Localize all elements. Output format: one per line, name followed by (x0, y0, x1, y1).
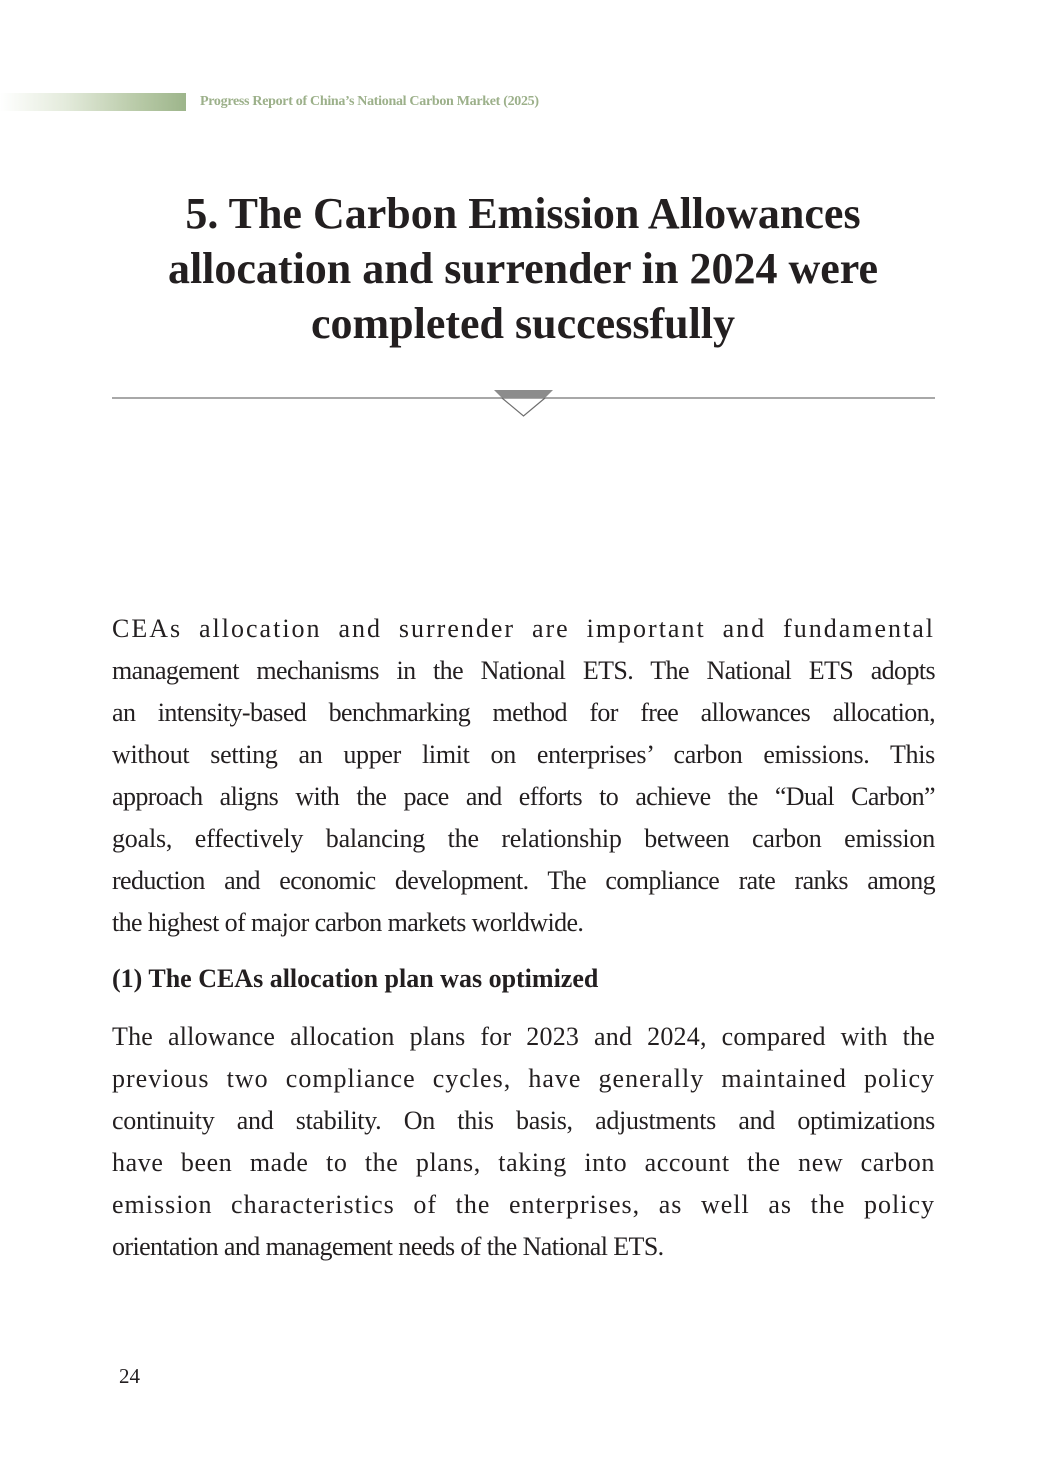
chapter-title-line: 5. The Carbon Emission Allowances (185, 189, 861, 238)
paragraph-line: management mechanisms in the National ETS. The National ETS adopts (112, 656, 935, 685)
chapter-title (112, 186, 934, 351)
running-header (0, 93, 700, 111)
intro-paragraph (112, 608, 935, 944)
paragraph-line: emission characteristics of the enterprises, as well as the policy (112, 1190, 935, 1219)
paragraph-line: continuity and stability. On this basis, adjustments and optimizations (112, 1106, 935, 1135)
paragraph-line: previous two compliance cycles, have generally maintained policy (112, 1064, 935, 1093)
section-subheading: (1) The CEAs allocation plan was optimized (112, 964, 599, 993)
chapter-title-line: allocation and surrender in 2024 were (167, 244, 879, 293)
allocation-paragraph (112, 1016, 935, 1268)
paragraph-line: The allowance allocation plans for 2023 and 2024, compared with the (112, 1022, 935, 1051)
title-divider (112, 385, 935, 419)
paragraph-line: approach aligns with the pace and efforts to achieve the “Dual Carbon” (112, 782, 935, 811)
paragraph-line: have been made to the plans, taking into account the new carbon (112, 1148, 935, 1177)
page-number: 24 (119, 1364, 140, 1388)
paragraph-line: an intensity-based benchmarking method for free allowances allocation, (112, 698, 935, 727)
paragraph-line: orientation and management needs of the National ETS. (112, 1232, 664, 1261)
running-header-title: Progress Report of China’s National Carbon Market (2025) (200, 94, 539, 109)
paragraph-line: without setting an upper limit on enterprises’ carbon emissions. This (112, 740, 935, 769)
paragraph-line: reduction and economic development. The compliance rate ranks among (112, 866, 935, 895)
paragraph-line: goals, effectively balancing the relationship between carbon emission (112, 824, 935, 853)
paragraph-line: CEAs allocation and surrender are important and fundamental (112, 614, 935, 643)
divider-triangle-icon (112, 385, 935, 419)
paragraph-line: the highest of major carbon markets worldwide. (112, 908, 584, 937)
header-gradient-bar (0, 93, 186, 111)
chapter-title-line: completed successfully (310, 299, 736, 348)
